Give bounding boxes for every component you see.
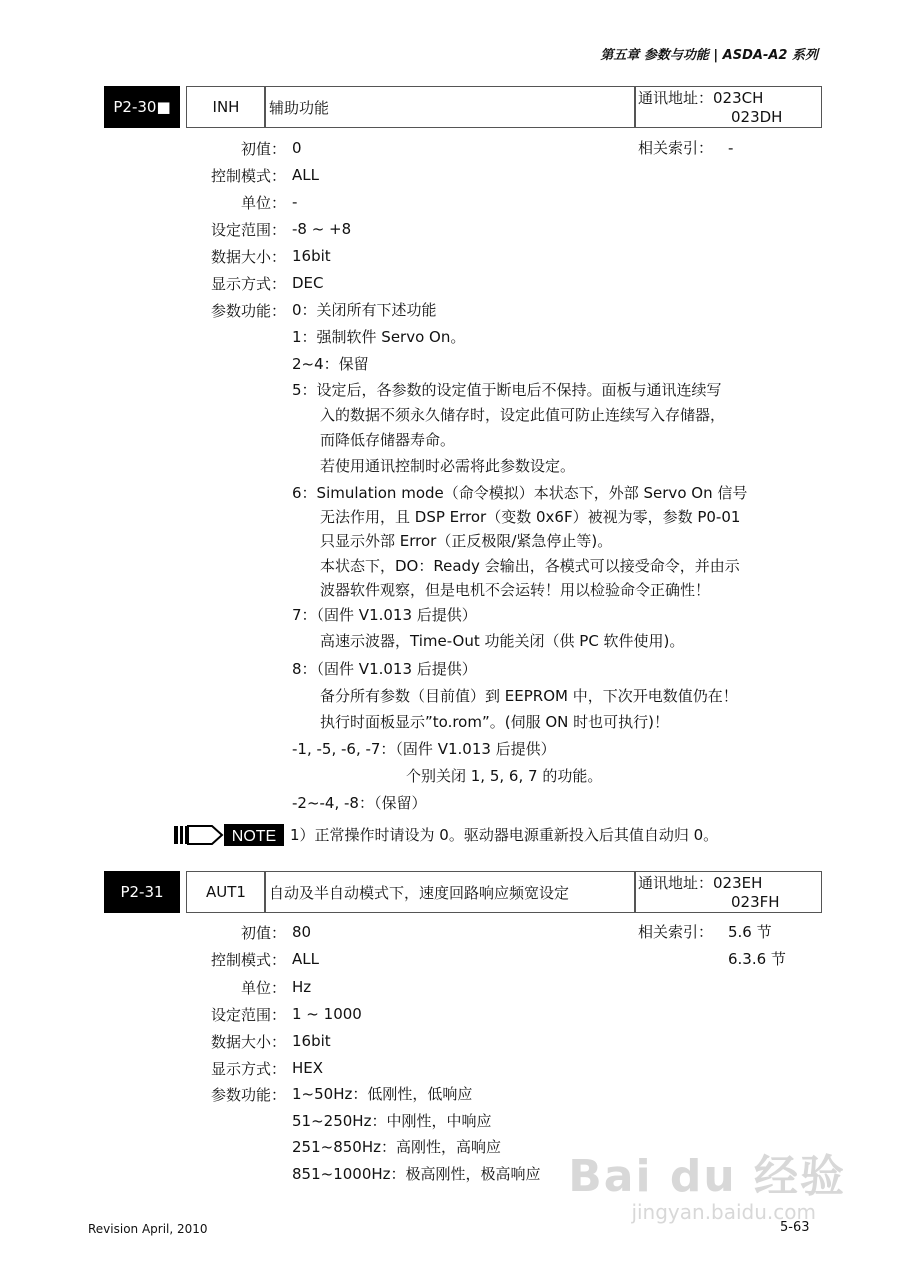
display-value: HEX bbox=[292, 1059, 324, 1077]
related-label: 相关索引： bbox=[638, 923, 714, 941]
param-abbr: AUT1 bbox=[186, 871, 266, 913]
watermark-url: jingyan.baidu.com bbox=[631, 1200, 816, 1224]
footer-revision: Revision April, 2010 bbox=[88, 1222, 208, 1236]
function-line: 若使用通讯控制时必需将此参数设定。 bbox=[320, 457, 576, 475]
related-value: 5.6 节 bbox=[728, 923, 772, 941]
function-line: 51~250Hz：中刚性，中响应 bbox=[292, 1112, 492, 1130]
function-line: -2~-4, -8：（保留） bbox=[292, 794, 427, 812]
function-line: 个别关闭 1, 5, 6, 7 的功能。 bbox=[406, 767, 603, 785]
unit-value: - bbox=[292, 193, 298, 211]
range-value: -8 ~ +8 bbox=[292, 220, 352, 238]
param-abbr: INH bbox=[186, 86, 266, 128]
function-line: 无法作用，且 DSP Error（变数 0x6F）被视为零，参数 P0-01 bbox=[320, 508, 741, 526]
param-name: 自动及半自动模式下，速度回路响应频宽设定 bbox=[264, 871, 636, 913]
addr-1: 023EH bbox=[713, 874, 763, 892]
function-line: 851~1000Hz：极高刚性，极高响应 bbox=[292, 1165, 541, 1183]
init-value: 0 bbox=[292, 139, 302, 157]
mode-label: 控制模式： bbox=[210, 951, 286, 969]
range-value: 1 ~ 1000 bbox=[292, 1005, 362, 1023]
function-line: 0：关闭所有下述功能 bbox=[292, 301, 437, 319]
page-header: 第五章 参数与功能 | ASDA-A2 系列 bbox=[600, 48, 818, 63]
display-value: DEC bbox=[292, 274, 324, 292]
mode-value: ALL bbox=[292, 166, 319, 184]
function-line: 5：设定后，各参数的设定值于断电后不保持。面板与通讯连续写 bbox=[292, 381, 722, 399]
unit-label: 单位： bbox=[240, 979, 286, 997]
function-line: 波器软件观察，但是电机不会运转！用以检验命令正确性！ bbox=[320, 581, 711, 599]
addr-2: 023DH bbox=[731, 108, 783, 126]
addr-label: 通讯地址： bbox=[638, 874, 714, 892]
function-line: -1, -5, -6, -7：（固件 V1.013 后提供） bbox=[292, 740, 556, 758]
page-number: 5-63 bbox=[780, 1220, 810, 1235]
range-label: 设定范围： bbox=[210, 221, 286, 239]
note-label: NOTE bbox=[231, 828, 277, 845]
function-line: 1：强制软件 Servo On。 bbox=[292, 328, 466, 346]
init-value: 80 bbox=[292, 923, 312, 941]
related-label: 相关索引： bbox=[638, 139, 714, 157]
function-line: 7：（固件 V1.013 后提供） bbox=[292, 606, 477, 624]
note-icon bbox=[172, 823, 284, 847]
init-label: 初值： bbox=[240, 140, 286, 158]
param-address bbox=[634, 871, 822, 913]
note-text: 1）正常操作时请设为 0。驱动器电源重新投入后其值自动归 0。 bbox=[290, 826, 719, 844]
function-line: 6：Simulation mode（命令模拟）本状态下，外部 Servo On 信号 bbox=[292, 484, 748, 502]
function-line: 只显示外部 Error（正反极限/紧急停止等)。 bbox=[320, 532, 613, 550]
function-label: 参数功能： bbox=[210, 302, 286, 320]
param-address bbox=[634, 86, 822, 128]
param-table-p2-31 bbox=[104, 871, 822, 915]
function-line: 而降低存储器寿命。 bbox=[320, 431, 456, 449]
size-value: 16bit bbox=[292, 247, 331, 265]
unit-label: 单位： bbox=[240, 194, 286, 212]
function-line: 2~4：保留 bbox=[292, 355, 369, 373]
unit-value: Hz bbox=[292, 978, 312, 996]
function-line: 备分所有参数（目前值）到 EEPROM 中，下次开电数值仍在！ bbox=[320, 687, 738, 705]
size-label: 数据大小： bbox=[210, 248, 286, 266]
size-value: 16bit bbox=[292, 1032, 331, 1050]
function-line: 本状态下，DO：Ready 会输出，各模式可以接受命令，并由示 bbox=[320, 557, 740, 575]
addr-2: 023FH bbox=[731, 893, 780, 911]
function-line: 执行时面板显示”to.rom”。(伺服 ON 时也可执行)！ bbox=[320, 713, 670, 731]
param-id: P2-30■ bbox=[104, 86, 180, 128]
addr-label: 通讯地址： bbox=[638, 89, 714, 107]
size-label: 数据大小： bbox=[210, 1033, 286, 1051]
related-value: 6.3.6 节 bbox=[728, 950, 786, 968]
param-id: P2-31 bbox=[104, 871, 180, 913]
watermark-logo: Bai du 经验 bbox=[568, 1151, 846, 1202]
function-label: 参数功能： bbox=[210, 1086, 286, 1104]
addr-1: 023CH bbox=[713, 89, 764, 107]
param-name: 辅助功能 bbox=[264, 86, 636, 128]
param-table-p2-30 bbox=[104, 86, 822, 130]
related-value: - bbox=[728, 139, 734, 157]
function-line: 1~50Hz：低刚性，低响应 bbox=[292, 1085, 473, 1103]
mode-value: ALL bbox=[292, 950, 319, 968]
function-line: 入的数据不须永久储存时，设定此值可防止连续写入存储器， bbox=[320, 406, 726, 424]
function-line: 8：（固件 V1.013 后提供） bbox=[292, 660, 477, 678]
range-label: 设定范围： bbox=[210, 1006, 286, 1024]
display-label: 显示方式： bbox=[210, 1060, 286, 1078]
function-line: 251~850Hz：高刚性，高响应 bbox=[292, 1138, 501, 1156]
init-label: 初值： bbox=[240, 924, 286, 942]
display-label: 显示方式： bbox=[210, 275, 286, 293]
function-line: 高速示波器，Time-Out 功能关闭（供 PC 软件使用)。 bbox=[320, 632, 685, 650]
mode-label: 控制模式： bbox=[210, 167, 286, 185]
